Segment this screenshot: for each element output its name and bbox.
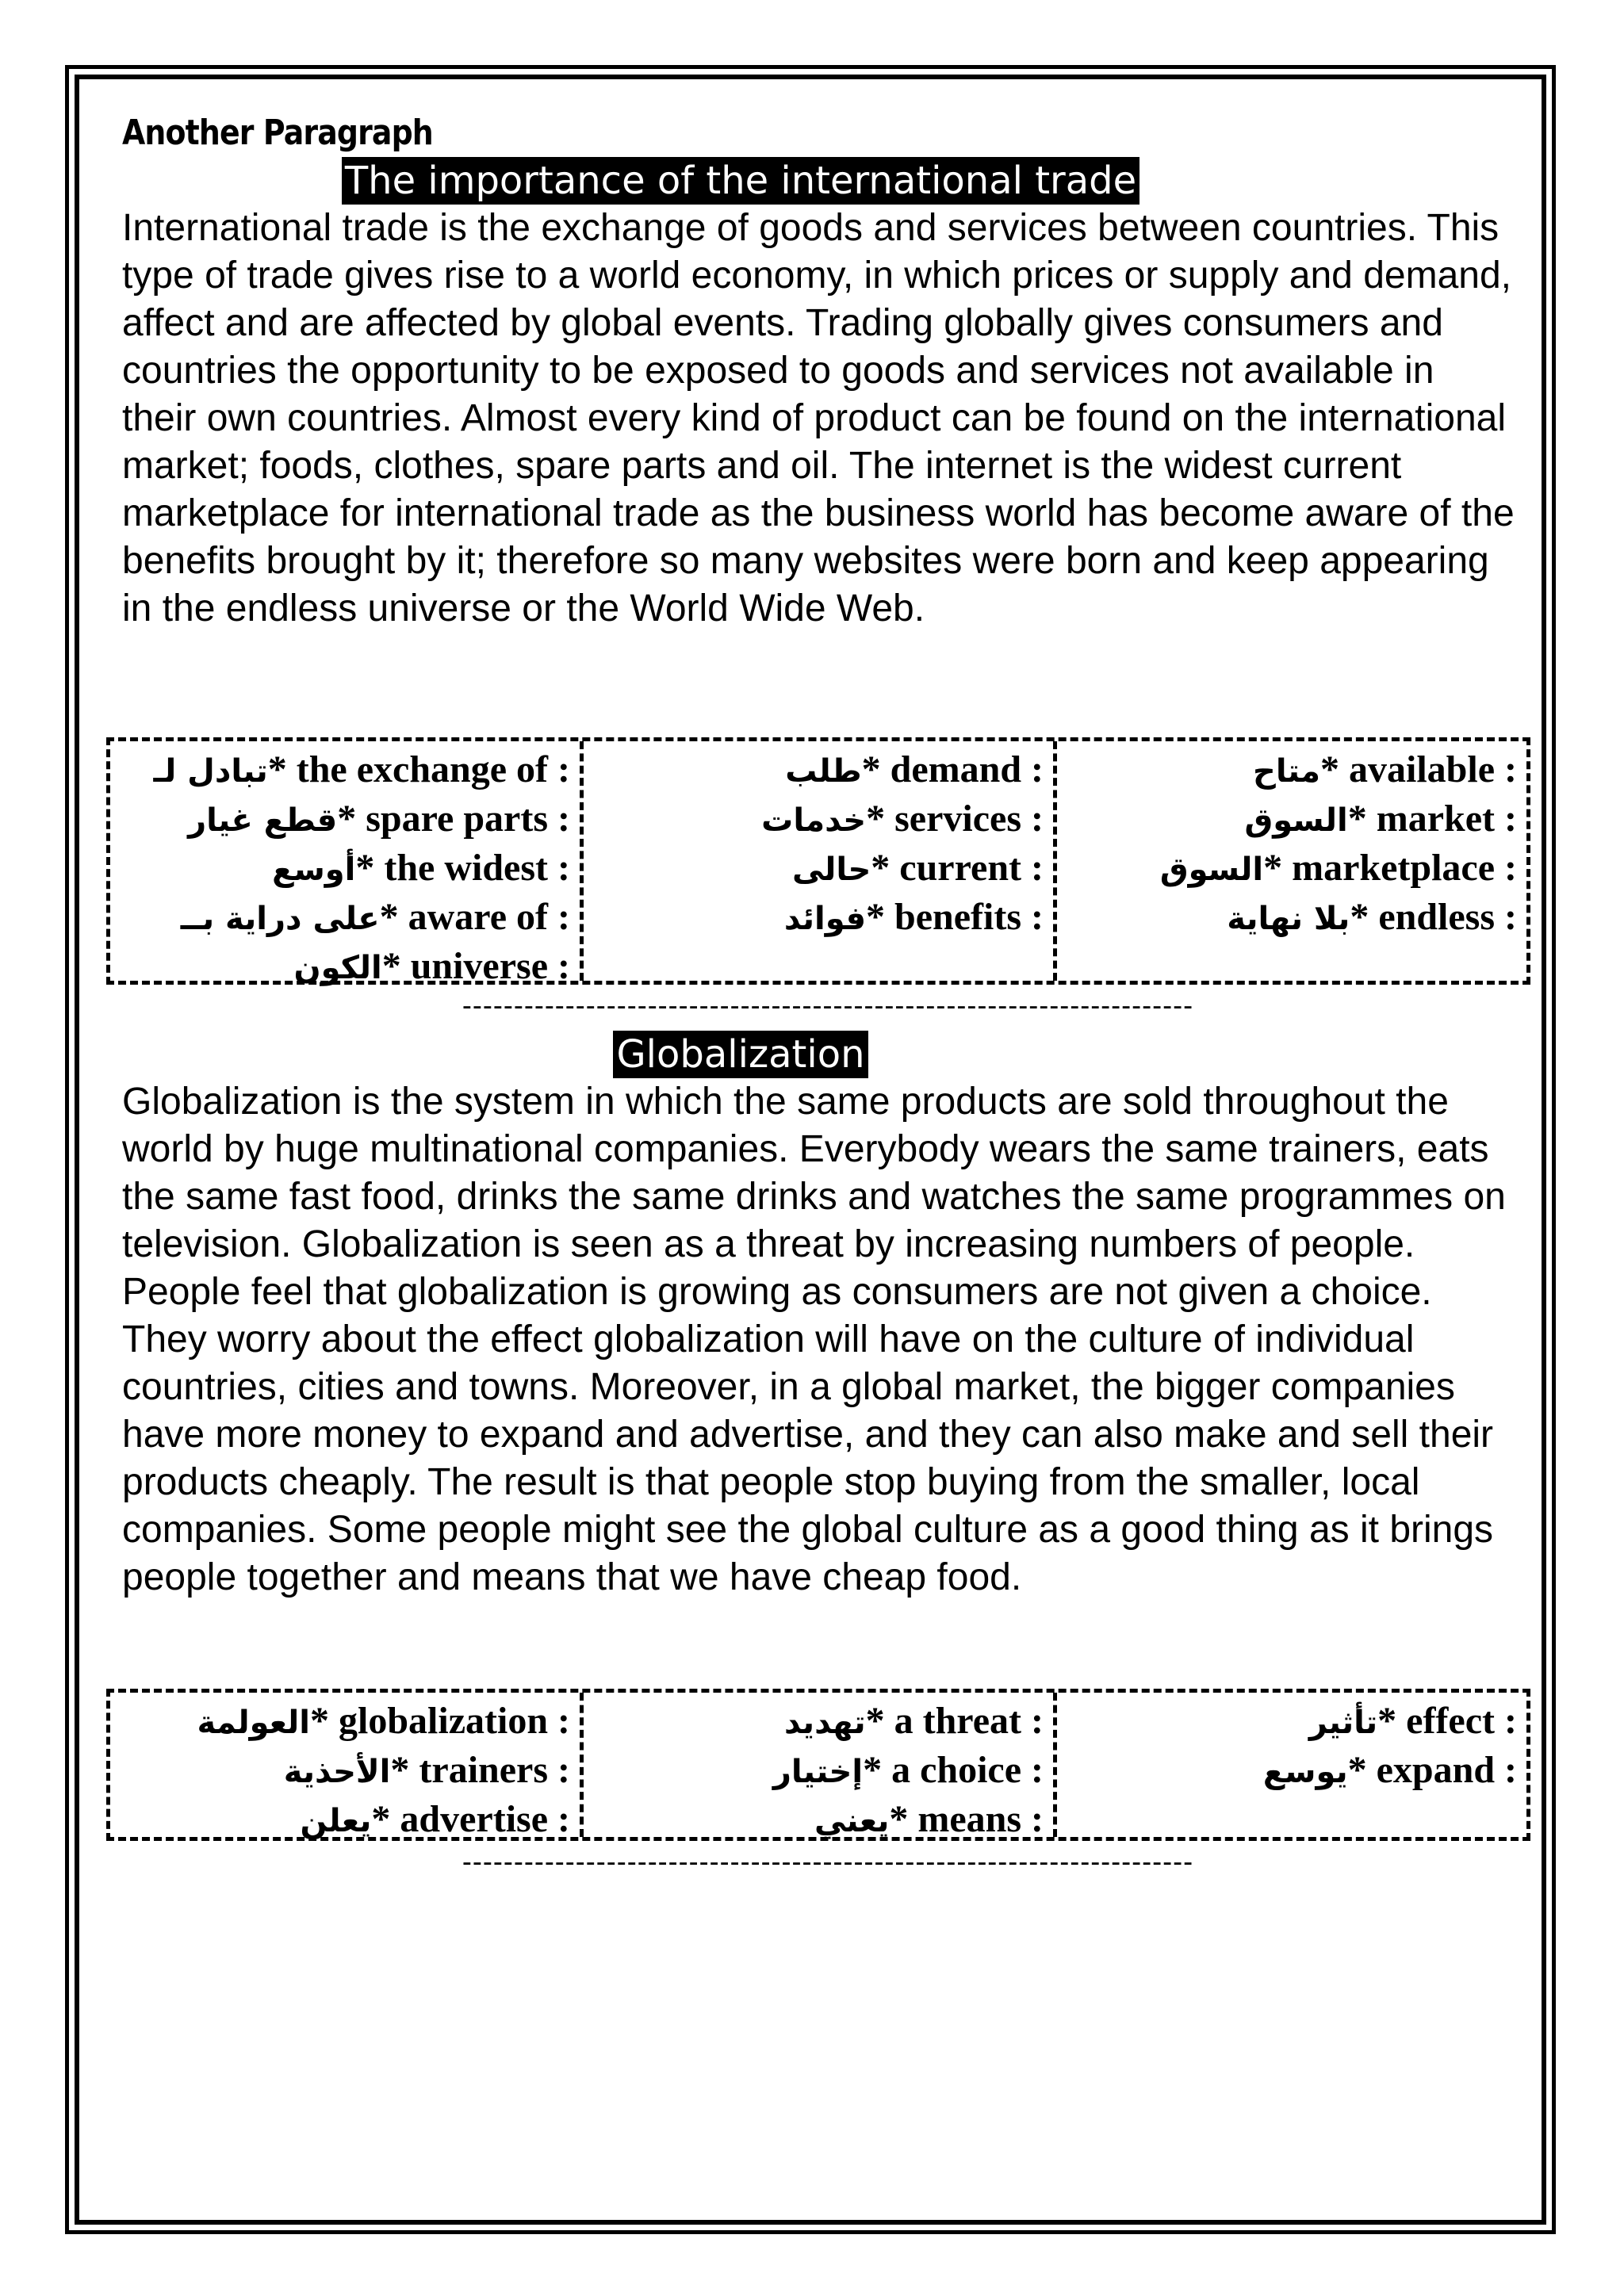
section-1-paragraph: International trade is the exchange of goods and services between countries. This type of trade gives rise to a world economy, in which prices or supply and demand, affect and are affected by global events. Trading globally gives consumers and countries the opportunity to be exposed to goods and services not available in their own countries. Almost every kind of product can be found on the international market; foods, clothes, spare parts and oil. The internet is the widest current marketplace for international trade as the business world has become aware of the benefits brought by it; therefore so many websites were born and keep appearing in the endless universe or the World Wide Web. [122, 207, 1515, 629]
vocab-item: على دراية بــ* aware of : [180, 896, 570, 938]
vocab-1-col-2 [580, 741, 1053, 981]
vocab-arabic: طلب [785, 753, 862, 790]
vocab-item: يعني* means : [814, 1798, 1044, 1840]
vocab-english: aware of : [408, 896, 570, 938]
vocab-item: متاح* available : [1253, 748, 1517, 790]
vocab-english: endless : [1378, 896, 1517, 938]
vocab-item: فوائد* benefits : [783, 896, 1044, 938]
vocab-english: a threat : [894, 1700, 1044, 1742]
title-wrap-1 [0, 157, 1518, 205]
vocab-english: current : [899, 847, 1044, 889]
vocab-item: الكون* universe : [293, 945, 570, 987]
vocab-item: بلا نهاية* endless : [1227, 896, 1517, 938]
vocab-english: advertise : [400, 1798, 570, 1840]
vocab-arabic: حالى [791, 851, 871, 888]
vocab-arabic: تأثير [1308, 1705, 1378, 1741]
section-2 [122, 1029, 1518, 1601]
vocab-english: a choice : [891, 1749, 1044, 1791]
vocab-arabic: إختيار [772, 1754, 864, 1790]
vocab-arabic: السوق [1244, 802, 1348, 839]
vocab-english: the widest : [384, 847, 570, 889]
vocab-english: means : [917, 1798, 1044, 1840]
vocab-item: يوسع* expand : [1262, 1749, 1517, 1791]
vocab-english: available : [1349, 748, 1517, 790]
vocab-arabic: على دراية بــ [180, 901, 380, 937]
vocab-1-col-3 [1053, 741, 1526, 981]
vocab-1-col-1 [110, 741, 580, 987]
vocab-english: trainers : [419, 1749, 570, 1791]
section-1 [122, 111, 1518, 633]
vocab-item: طلب* demand : [785, 748, 1044, 790]
vocab-english: marketplace : [1292, 847, 1517, 889]
kicker-heading: Another Paragraph [122, 113, 433, 153]
vocab-2-col-1 [110, 1693, 580, 1840]
vocab-arabic: تهديد [783, 1705, 866, 1741]
vocab-arabic: يوسع [1262, 1754, 1348, 1790]
vocab-2-col-2 [580, 1693, 1053, 1840]
vocab-english: effect : [1406, 1700, 1517, 1742]
section-1-title: The importance of the international trade [342, 157, 1139, 205]
vocab-arabic: السوق [1159, 851, 1264, 888]
vocab-english: demand : [890, 748, 1044, 790]
vocab-arabic: بلا نهاية [1227, 901, 1350, 937]
vocab-arabic: تبادل لـ [153, 753, 268, 790]
vocab-arabic: متاح [1253, 753, 1320, 790]
vocab-box-1 [106, 737, 1530, 985]
section-2-title: Globalization [613, 1031, 868, 1078]
vocab-english: universe : [410, 945, 570, 987]
vocab-item: أوسع* the widest : [272, 847, 570, 889]
vocab-arabic: خدمات [761, 802, 867, 839]
vocab-arabic: الأحذية [283, 1754, 391, 1790]
vocab-item: حالى* current : [791, 847, 1044, 889]
vocab-item: تأثير* effect : [1308, 1700, 1517, 1742]
vocab-english: market : [1376, 798, 1517, 840]
vocab-item: السوق* marketplace : [1159, 847, 1517, 889]
vocab-english: services : [894, 798, 1044, 840]
vocab-box-2 [106, 1689, 1530, 1841]
vocab-english: globalization : [338, 1700, 570, 1742]
vocab-english: spare parts : [366, 798, 570, 840]
vocab-item: قطع غيار* spare parts : [188, 798, 570, 840]
vocab-arabic: أوسع [272, 851, 356, 888]
separator-line-2: ----------------------------------------------------------------------- [462, 1845, 1194, 1877]
vocab-english: expand : [1376, 1749, 1517, 1791]
vocab-2-col-3 [1053, 1693, 1526, 1837]
vocab-item: إختيار* a choice : [772, 1749, 1044, 1791]
vocab-arabic: يعني [814, 1803, 890, 1839]
vocab-item: السوق* market : [1244, 798, 1517, 840]
vocab-item: تبادل لـ* the exchange of : [153, 748, 570, 790]
separator-line-1: ----------------------------------------------------------------------- [462, 989, 1194, 1021]
vocab-arabic: قطع غيار [188, 802, 338, 839]
vocab-arabic: العولمة [197, 1705, 310, 1741]
vocab-item: الأحذية* trainers : [283, 1749, 570, 1791]
vocab-arabic: الكون [293, 950, 382, 986]
section-2-paragraph: Globalization is the system in which the same products are sold throughout the world by huge multinational companies. Everybody wears the same trainers, eats the same fast food, drinks the same drinks and watches the same programmes on television. Globalization is seen as a threat by increasing numbers of people. People feel that globalization is growing as consumers are not given a choice. They worry about the effect globalization will have on the culture of individual countries, cities and towns. Moreover, in a global market, the bigger companies have more money to expand and advertise, and they can also make and sell their products cheaply. The result is that people stop buying from the smaller, local companies. Some people might see the global culture as a good thing as it brings people together and means that we have cheap food. [122, 1081, 1506, 1598]
vocab-item: خدمات* services : [761, 798, 1044, 840]
vocab-english: the exchange of : [296, 748, 570, 790]
vocab-arabic: يعلن [300, 1803, 372, 1839]
vocab-arabic: فوائد [783, 901, 867, 937]
title-wrap-2 [0, 1031, 1518, 1078]
vocab-item: تهديد* a threat : [783, 1700, 1044, 1742]
vocab-english: benefits : [894, 896, 1044, 938]
vocab-item: العولمة* globalization : [197, 1700, 570, 1742]
vocab-item: يعلن* advertise : [300, 1798, 570, 1840]
